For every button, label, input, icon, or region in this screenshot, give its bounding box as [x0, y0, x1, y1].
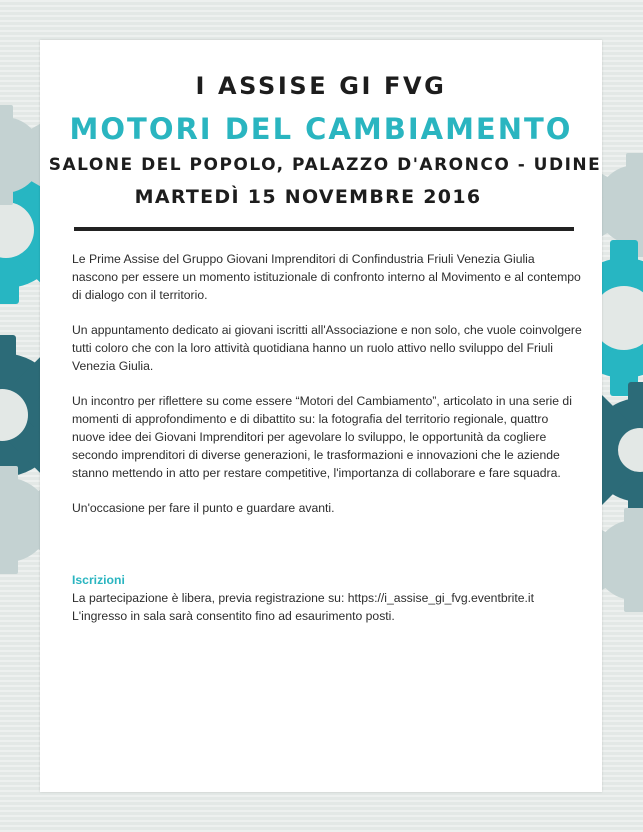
event-edition-title: I ASSISE GI FVG [195, 72, 447, 100]
event-motto-title: MOTORI DEL CAMBIAMENTO [69, 112, 573, 146]
paragraph-closing: Un'occasione per fare il punto e guardare avanti. [72, 501, 335, 515]
registration-info[interactable]: La partecipazione è libera, previa registrazione su: https://i_assise_gi_fvg.eventbrite.it [72, 591, 535, 605]
flyer-card [40, 40, 602, 792]
event-date: MARTEDÌ 15 NOVEMBRE 2016 [134, 186, 482, 208]
paragraph-audience: Un appuntamento dedicato ai giovani iscritti all'Associazione e non solo, che vuole coinvolgere tutti coloro che con la loro attività quotidiana hanno un ruolo attivo nello sviluppo del Friuli Venezia Giulia. [72, 323, 582, 373]
header-divider [74, 227, 574, 231]
registration-note: L'ingresso in sala sarà consentito fino ad esaurimento posti. [72, 609, 395, 623]
event-description [72, 250, 582, 625]
registration-section [72, 571, 582, 625]
paragraph-intro: Le Prime Assise del Gruppo Giovani Imprenditori di Confindustria Friuli Venezia Giulia nascono per essere un momento istituzionale di confronto interno al Movimento e al contempo di dialogo con il territorio. [72, 252, 581, 302]
registration-heading: Iscrizioni [72, 573, 125, 587]
event-venue: SALONE DEL POPOLO, PALAZZO D'ARONCO - UDINE [48, 155, 602, 175]
paragraph-program: Un incontro per riflettere su come essere “Motori del Cambiamento”, articolato in una serie di momenti di approfondimento e di dibattito su: la fotografia del territorio regionale, quattro nuove idee dei Giovani Imprenditori per agevolare lo sviluppo, le opportunità da cogliere secondo imprenditori di diverse generazioni, le trasformazioni e innovazioni che le aziende stanno mettendo in atto per restare competitive, l'importanza di collaborare e fare squadra. [72, 394, 572, 480]
